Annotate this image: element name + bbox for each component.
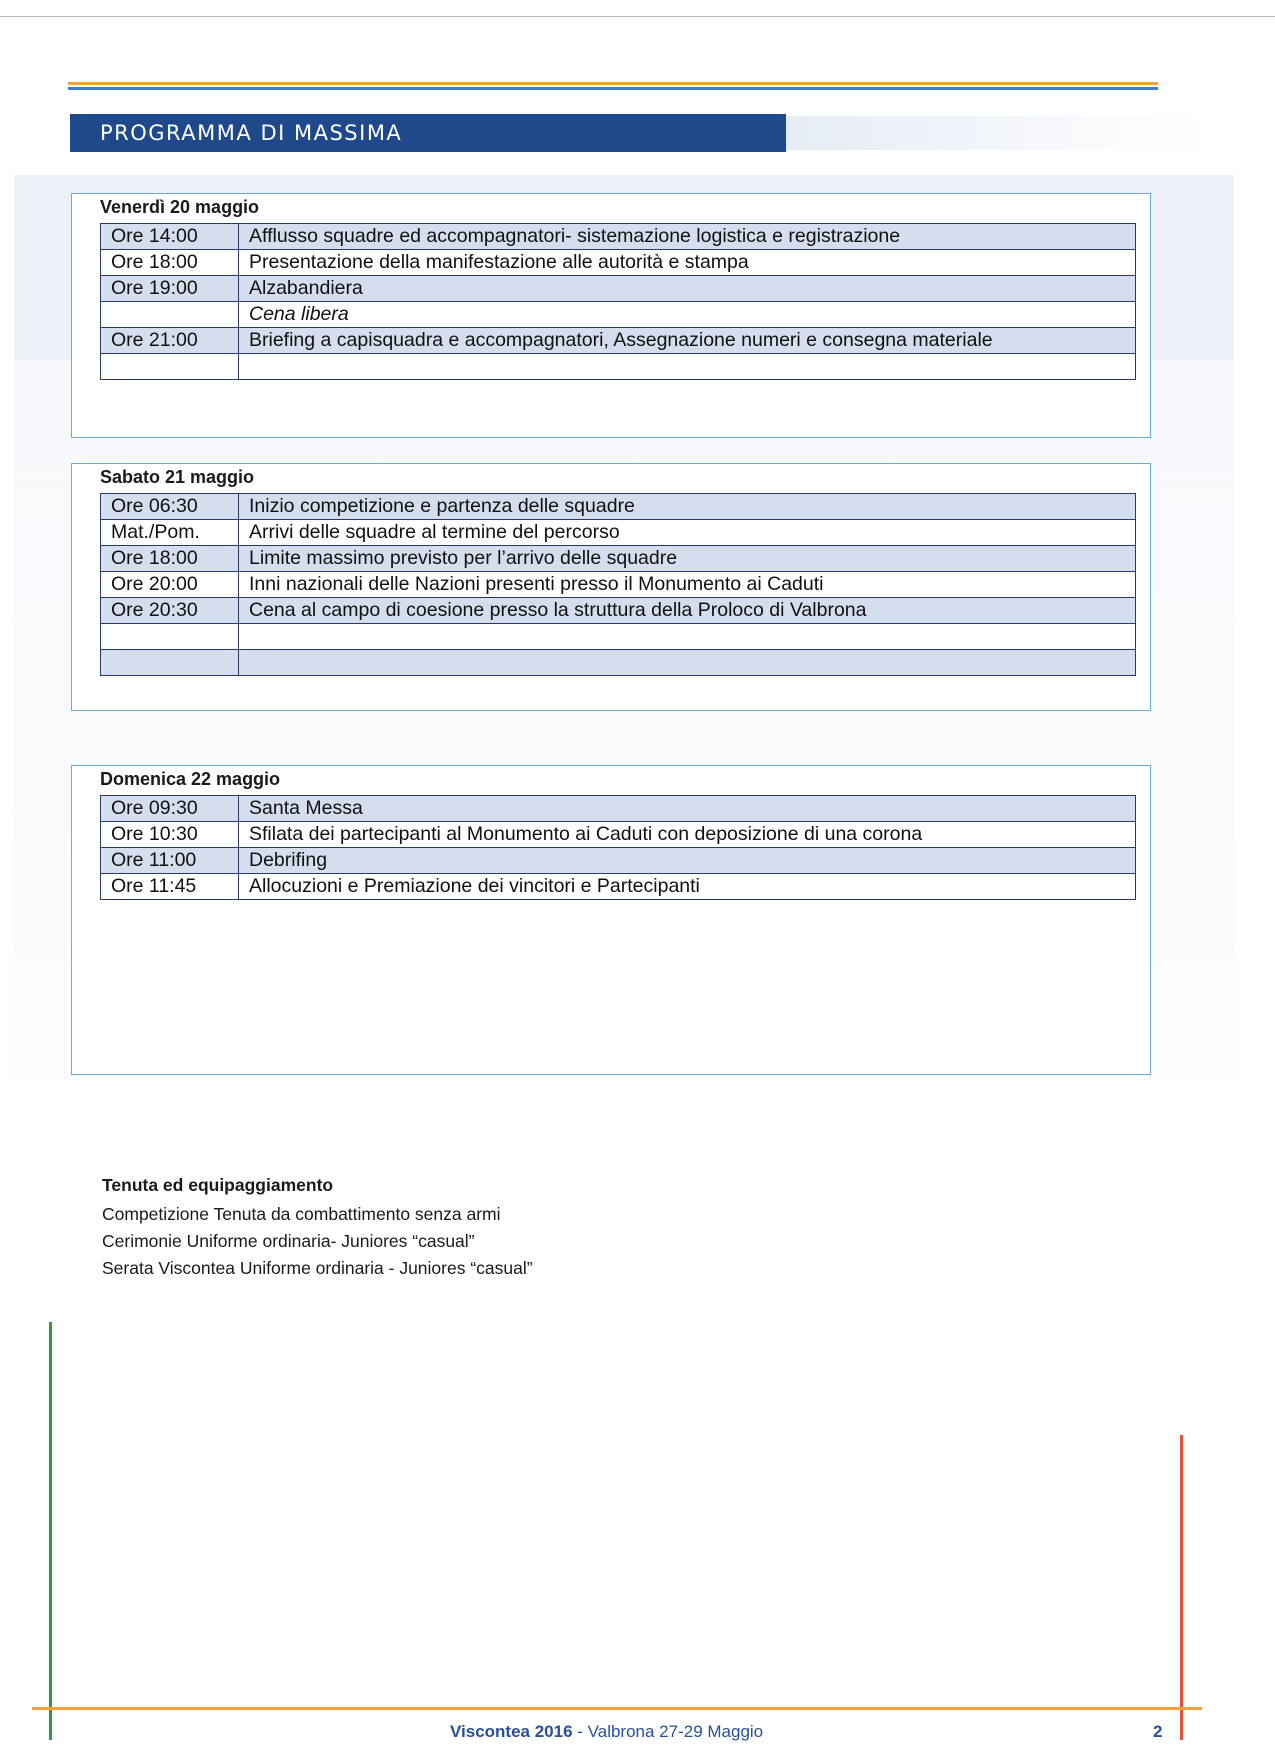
equipment-line: Cerimonie Uniforme ordinaria- Juniores “casual” [102,1231,475,1251]
description-cell: Limite massimo previsto per l’arrivo delle squadre [239,546,1136,572]
table-row [101,250,1136,276]
time-cell: Ore 18:00 [101,546,239,572]
table-row [101,874,1136,900]
table-row [101,328,1136,354]
section-title: PROGRAMMA DI MASSIMA [70,114,786,152]
table-row [101,650,1136,676]
day-title: Sabato 21 maggio [100,467,255,487]
description-cell: Sfilata dei partecipanti al Monumento ai Caduti con deposizione di una corona [239,822,1136,848]
day-title: Venerdì 20 maggio [100,197,260,217]
equipment-section [102,1175,533,1285]
day-box-sunday [71,765,1151,1075]
time-cell: Ore 11:00 [101,848,239,874]
top-rule [0,16,1275,17]
page-number: 2 [1153,1722,1163,1741]
time-cell: Ore 19:00 [101,276,239,302]
table-row [101,276,1136,302]
description-cell: Inni nazionali delle Nazioni presenti presso il Monumento ai Caduti [239,572,1136,598]
table-row [101,520,1136,546]
table-row [101,494,1136,520]
time-cell: Ore 09:30 [101,796,239,822]
time-cell: Ore 20:30 [101,598,239,624]
schedule-table-saturday [100,493,1136,676]
footer-place-date: Valbrona 27-29 Maggio [587,1722,764,1741]
equipment-line: Competizione Tenuta da combattimento senza armi [102,1204,501,1224]
time-cell [101,302,239,328]
description-cell: Alzabandiera [239,276,1136,302]
section-title-fade [786,116,1206,150]
time-cell: Mat./Pom. [101,520,239,546]
footer-rule [32,1707,1202,1710]
time-cell [101,354,239,380]
green-margin-bar [49,1322,52,1740]
header-rule-orange [68,82,1158,85]
table-row [101,598,1136,624]
table-row [101,796,1136,822]
time-cell: Ore 06:30 [101,494,239,520]
day-title: Domenica 22 maggio [100,769,281,789]
table-row [101,224,1136,250]
description-cell [239,650,1136,676]
time-cell: Ore 20:00 [101,572,239,598]
time-cell: Ore 11:45 [101,874,239,900]
description-cell: Debrifing [239,848,1136,874]
description-cell [239,624,1136,650]
equipment-line: Serata Viscontea Uniforme ordinaria - Juniores “casual” [102,1258,533,1278]
description-cell: Arrivi delle squadre al termine del percorso [239,520,1136,546]
description-cell: Presentazione della manifestazione alle autorità e stampa [239,250,1136,276]
time-cell [101,650,239,676]
schedule-table-sunday [100,795,1136,900]
day-box-saturday [71,463,1151,711]
table-row [101,354,1136,380]
time-cell: Ore 14:00 [101,224,239,250]
header-rule-blue [68,87,1158,90]
table-row [101,572,1136,598]
description-cell: Briefing a capisquadra e accompagnatori, Assegnazione numeri e consegna materiale [239,328,1136,354]
table-row [101,302,1136,328]
description-cell: Santa Messa [239,796,1136,822]
time-cell: Ore 18:00 [101,250,239,276]
description-cell: Cena libera [239,302,1136,328]
description-cell: Allocuzioni e Premiazione dei vincitori e Partecipanti [239,874,1136,900]
time-cell: Ore 21:00 [101,328,239,354]
red-margin-bar [1180,1435,1183,1740]
footer-event: Viscontea 2016 [450,1722,573,1741]
equipment-title: Tenuta ed equipaggiamento [102,1175,334,1195]
description-cell: Afflusso squadre ed accompagnatori- sistemazione logistica e registrazione [239,224,1136,250]
footer [450,1722,763,1742]
description-cell: Cena al campo di coesione presso la struttura della Proloco di Valbrona [239,598,1136,624]
schedule-table-friday [100,223,1136,380]
description-cell: Inizio competizione e partenza delle squadre [239,494,1136,520]
table-row [101,546,1136,572]
table-row [101,848,1136,874]
description-cell [239,354,1136,380]
time-cell: Ore 10:30 [101,822,239,848]
day-box-friday [71,193,1151,438]
table-row [101,624,1136,650]
table-row [101,822,1136,848]
footer-separator: - [572,1722,588,1741]
time-cell [101,624,239,650]
